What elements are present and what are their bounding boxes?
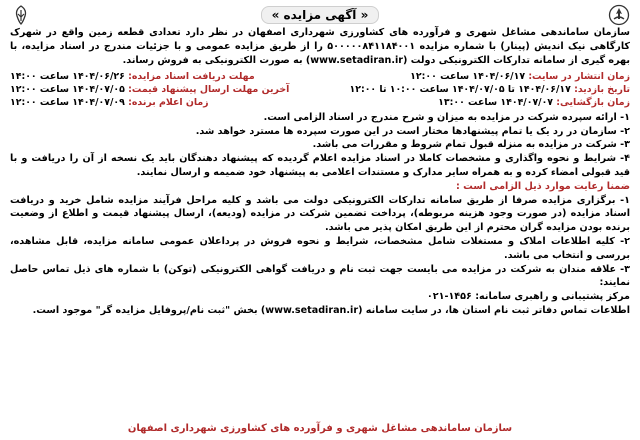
intro-paragraph: سازمان ساماندهی مشاغل شهری و فرآورده های کشاورزی شهرداری اصفهان در نظر دارد تعدادی قطعه زمین واقع در شهرک کارگاهی نیک اندیش (پینار) با شماره مزایده ۵۰۰۰۰۰۸۴۱۱۸۴۰۰۱ را از طریق مزایده عمومی و با جزئیات مندرج در اسناد مزایده، با بهره گیری از سامانه تدارکات الکترونیکی دولت (www.setadiran.ir) به صورت الکترونیکی به فروش رساند. <box>10 27 630 67</box>
winner-value: ۱۴۰۴/۰۷/۰۹ ساعت ۱۲:۰۰ <box>10 97 125 109</box>
section-title: ضمنا رعایت موارد ذیل الزامی است : <box>456 180 630 192</box>
dates-row-2 <box>10 83 630 96</box>
list-item: ۳- شرکت در مزایده به منزله قبول تمام شروط و مقررات می باشد. <box>312 139 630 151</box>
dates-block <box>10 70 630 110</box>
footer-organization: سازمان ساماندهی مشاغل شهری و فرآورده های کشاورزی شهرداری اصفهان <box>127 423 513 434</box>
header <box>10 4 630 24</box>
jihad-organization-logo-icon <box>608 4 630 26</box>
publish-date <box>410 70 630 83</box>
doc-deadline-label: مهلت دریافت اسناد مزایده: <box>128 70 255 82</box>
list-item: ۲- کلیه اطلاعات املاک و مستغلات شامل مشخصات، شرایط و نحوه فروش در پرداعلان عمومی سامانه مزایده، قابل مشاهده، بررسی و انتخاب می باشد. <box>10 236 630 261</box>
list-item: ۳- علاقه مندان به شرکت در مزایده می بایست جهت ثبت نام و دریافت گواهی الکترونیکی (توکن) با شماره های ذیل تماس حاصل نمایند: <box>10 263 630 289</box>
doc-deadline-value: ۱۴۰۴/۰۶/۲۶ ساعت ۱۴:۰۰ <box>10 70 125 82</box>
list-item: ۴- شرایط و نحوه واگذاری و مشخصات کاملا در اسناد مزایده اعلام گردیده که پیشنهاد دهندگان باید یک نسخه از آن را دریافت و با قید قبولی امضاء کرده و به همراه سایر مدارک و مستندات اعلامی به پیشنهاد خود ضمیمه و ارسال نمایند. <box>10 153 630 179</box>
list-item: ۲- سازمان در رد یک یا تمام پیشنهادها مختار است در این صورت سپرده ها مسترد خواهد شد. <box>195 125 630 137</box>
visit-date <box>350 83 630 96</box>
opening-date <box>438 96 630 109</box>
opening-value: ۱۴۰۴/۰۷/۰۷ ساعت ۱۳:۰۰ <box>438 97 554 109</box>
organization-logo-icon <box>10 4 32 26</box>
offer-deadline <box>10 83 289 96</box>
publish-value: ۱۴۰۴/۰۶/۱۷ ساعت ۱۲:۰۰ <box>410 70 526 82</box>
winner-label: زمان اعلام برنده: <box>128 97 209 109</box>
winner-date <box>10 96 209 109</box>
opening-label: زمان بازگشایی: <box>556 97 630 109</box>
publish-label: زمان انتشار در سایت: <box>528 70 630 82</box>
offer-deadline-value: ۱۴۰۴/۰۷/۰۵ ساعت ۱۲:۰۰ <box>10 84 125 96</box>
list-item: ۱- ارائه سپرده شرکت در مزایده به میزان و شرح مندرج در اسناد الزامی است. <box>263 111 630 123</box>
list-item: مرکز پشتیبانی و راهبری سامانه: ۱۴۵۶-۰۲۱ <box>426 291 630 303</box>
ad-title: « آگهی مزایده » <box>261 6 380 24</box>
list-item: اطلاعات تماس دفاتر ثبت نام استان ها، در سایت سامانه (www.setadiran.ir) بخش "ثبت نام/پروفایل مزایده گر" موجود است. <box>32 304 630 316</box>
visit-label: تاریخ بازدید: <box>574 84 630 96</box>
offer-deadline-label: آخرین مهلت ارسال پیشنهاد قیمت: <box>128 84 290 96</box>
conditions-list <box>10 111 630 318</box>
visit-value: ۱۴۰۴/۰۶/۱۷ تا ۱۴۰۴/۰۷/۰۵ ساعت ۱۰:۰۰ تا ۱۲:۰۰ <box>349 84 571 96</box>
doc-deadline <box>10 70 255 83</box>
dates-row-1 <box>10 70 630 83</box>
dates-row-3 <box>10 96 630 109</box>
list-item: ۱- برگزاری مزایده صرفا از طریق سامانه تدارکات الکترونیکی دولت می باشد و کلیه مراحل فرآیند مزایده شامل خرید و دریافت اسناد مزایده (در صورت وجود هزینه مربوطه)، پرداخت تضمین شرکت در مزایده (ودیعه)، ارسال پیشنهاد قیمت و اطلاع از وضعیت برنده بودن مزایده گران محترم از این طریق امکان پذیر می باشد. <box>10 194 630 234</box>
